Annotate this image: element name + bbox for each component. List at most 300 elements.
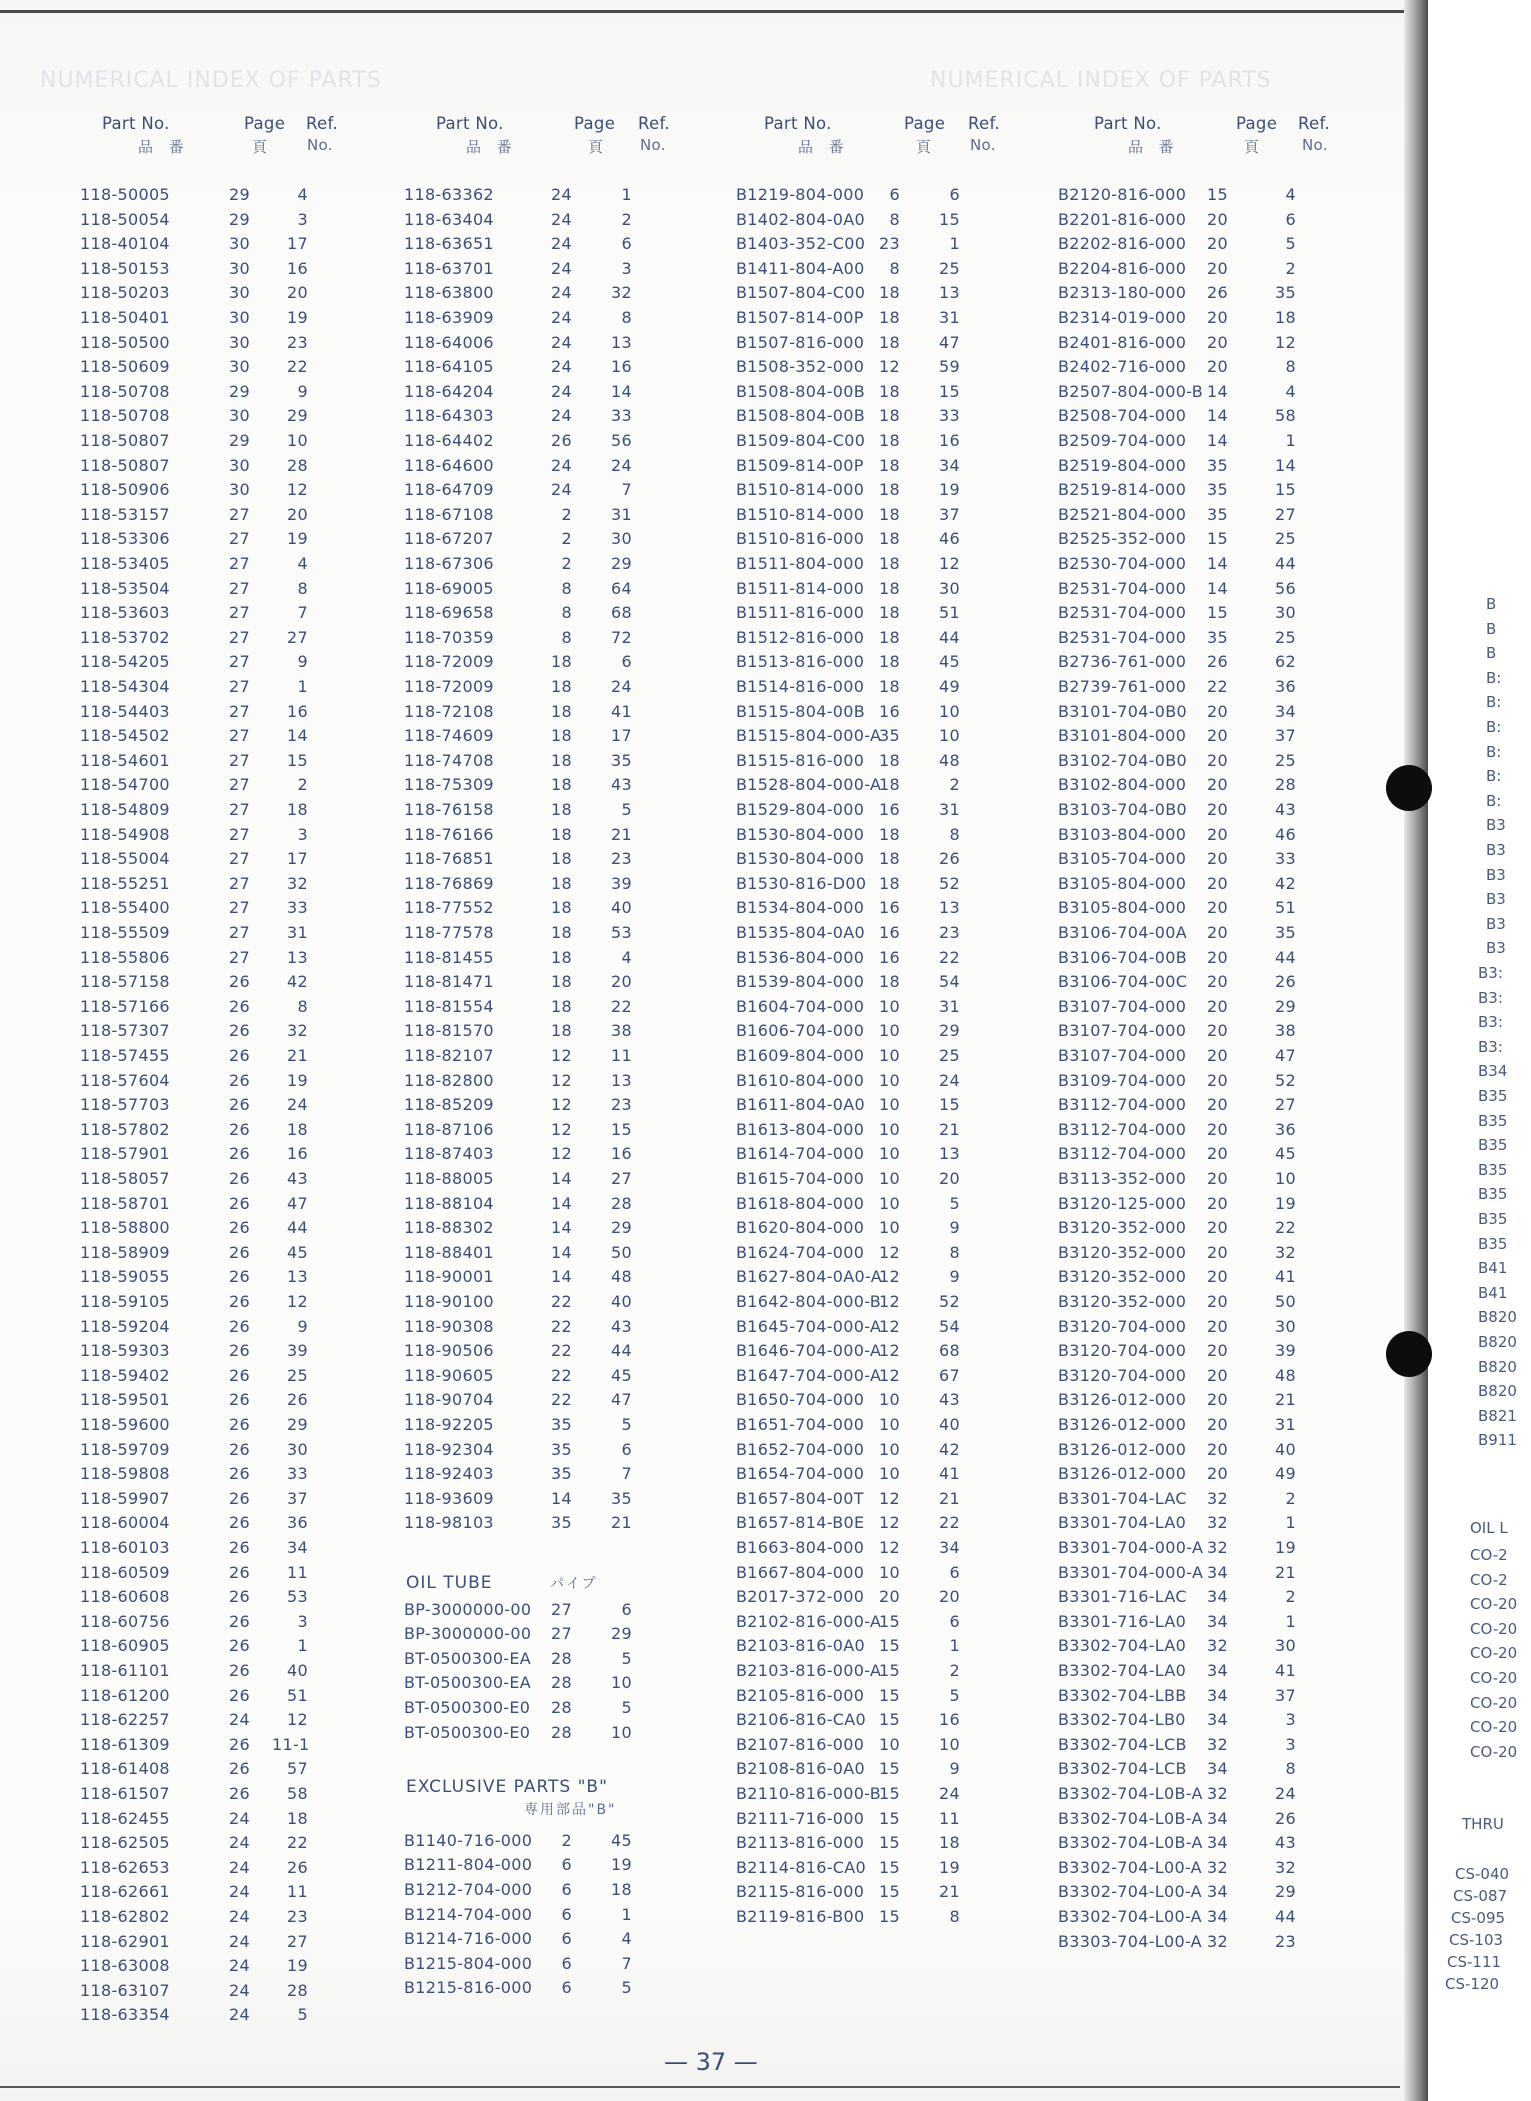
page-ref: 26: [229, 1218, 250, 1238]
ref-number: 23: [287, 332, 308, 352]
ref-number: 41: [611, 701, 632, 721]
ref-number: 13: [611, 332, 632, 352]
spill-item: CS-095: [1451, 1909, 1506, 1927]
part-number: B3106-704-00A: [1058, 923, 1187, 942]
page-ref: 20: [1207, 726, 1228, 746]
ref-number: 34: [939, 455, 960, 475]
page-ref: 18: [551, 677, 572, 696]
ref-number: 9: [297, 1316, 308, 1336]
part-number: B1657-804-00T: [736, 1488, 864, 1508]
ref-number: 15: [939, 381, 960, 401]
index-row: [1048, 896, 1348, 921]
ref-number: 35: [1275, 283, 1296, 303]
page-number: — 37 —: [664, 2048, 758, 2076]
part-number: B3126-012-000: [1058, 1390, 1187, 1410]
page-ref: 26: [229, 1144, 250, 1164]
ref-number: 18: [611, 1879, 632, 1899]
page-ref: 10: [879, 1095, 900, 1115]
spill-item: B3: [1486, 914, 1506, 933]
ref-number: 30: [611, 529, 632, 549]
ref-number: 30: [1275, 1316, 1296, 1336]
page-ref: 27: [229, 775, 250, 795]
ref-number: 53: [287, 1587, 308, 1607]
page-ref: 28: [551, 1697, 572, 1717]
part-number: B3302-704-LCB: [1058, 1759, 1187, 1779]
part-number: 118-67306: [404, 554, 494, 573]
index-row: [388, 1142, 688, 1167]
ref-number: 7: [297, 603, 308, 623]
ref-number: 40: [611, 898, 632, 918]
index-row: [1048, 527, 1348, 552]
index-row: [388, 1696, 688, 1721]
ref-number: 32: [1275, 1242, 1296, 1262]
part-number: B1512-816-000: [736, 627, 865, 647]
index-row: [388, 1671, 688, 1696]
page-ref: 27: [229, 504, 250, 524]
page-ref: 20: [1207, 1021, 1228, 1041]
part-number: B1604-704-000: [736, 996, 865, 1016]
part-number: B3303-704-L00-A: [1058, 1931, 1202, 1951]
index-row: [1048, 1069, 1348, 1094]
index-row: [60, 1290, 360, 1315]
ref-number: 49: [939, 677, 960, 696]
index-row: [60, 946, 360, 971]
page-ref: 20: [1207, 209, 1228, 229]
part-number: B3126-012-000: [1058, 1439, 1187, 1459]
index-row: [1048, 847, 1348, 872]
part-number: B3107-704-000: [1058, 1046, 1187, 1065]
index-row: [388, 429, 688, 454]
index-row: [1048, 429, 1348, 454]
page-ref: 30: [229, 480, 250, 500]
page-ref: 14: [551, 1218, 572, 1238]
ref-number: 20: [287, 504, 308, 524]
index-row: [1048, 1388, 1348, 1413]
part-number: 118-50708: [80, 381, 170, 401]
ref-number: 7: [621, 1464, 632, 1484]
part-number: B3126-012-000: [1058, 1464, 1187, 1484]
part-number: 118-59501: [80, 1390, 170, 1410]
part-number: 118-59402: [80, 1365, 170, 1385]
part-number: B1530-804-000: [736, 824, 865, 844]
page-ref: 18: [879, 603, 900, 623]
ref-number: 10: [611, 1673, 632, 1693]
page-ref: 18: [551, 824, 572, 844]
ref-number: 39: [611, 873, 632, 893]
spill-item: B820: [1478, 1333, 1517, 1351]
part-number: B1511-816-000: [736, 603, 865, 623]
index-row: [718, 946, 1018, 971]
page-ref: 22: [551, 1390, 572, 1410]
page-ref: 18: [879, 504, 900, 524]
page-ref: 18: [551, 1021, 572, 1041]
ref-number: 2: [297, 775, 308, 795]
index-row: [60, 1019, 360, 1044]
ref-number: 27: [1275, 504, 1296, 524]
ref-number: 33: [939, 406, 960, 426]
index-row: [388, 1339, 688, 1364]
part-number: B2313-180-000: [1058, 283, 1187, 303]
index-row: [60, 1265, 360, 1290]
index-row: [718, 404, 1018, 429]
spill-thru-label: THRU: [1462, 1815, 1504, 1833]
page-ref: 20: [1207, 1169, 1228, 1188]
spill-item: B41: [1478, 1283, 1508, 1302]
part-number: 118-90100: [404, 1292, 494, 1311]
part-number: 118-50401: [80, 308, 170, 327]
index-row: [60, 355, 360, 380]
page-ref: 20: [1207, 1218, 1228, 1238]
part-number: 118-72009: [404, 677, 494, 696]
page-ref: 15: [879, 1685, 900, 1705]
index-row: [718, 1438, 1018, 1463]
part-number: 118-60103: [80, 1538, 170, 1557]
index-row: [388, 896, 688, 921]
ref-number: 22: [939, 947, 960, 967]
index-row: [1048, 1167, 1348, 1192]
part-number: B3103-804-000: [1058, 824, 1187, 844]
ref-number: 5: [621, 1415, 632, 1434]
spill-item: CS-087: [1453, 1887, 1508, 1905]
index-row: [1048, 183, 1348, 208]
page-ref: 27: [229, 652, 250, 672]
part-number: B1215-804-000: [404, 1953, 533, 1973]
index-row: [718, 1511, 1018, 1536]
part-number: B1511-814-000: [736, 578, 865, 598]
ref-number: 6: [1285, 209, 1296, 229]
part-number: B3120-352-000: [1058, 1292, 1187, 1311]
part-number: 118-55509: [80, 923, 170, 942]
ref-number: 37: [1275, 1685, 1296, 1705]
page-ref: 30: [229, 283, 250, 303]
ref-number: 3: [297, 209, 308, 229]
ref-number: 26: [287, 1390, 308, 1410]
index-row: [60, 2003, 360, 2028]
part-number: 118-87403: [404, 1144, 494, 1164]
index-row: [388, 1118, 688, 1143]
index-row: [60, 823, 360, 848]
ref-number: 11-1: [272, 1734, 310, 1754]
page-ref: 10: [879, 1218, 900, 1238]
ref-number: 16: [287, 258, 308, 278]
index-row: [60, 527, 360, 552]
ref-number: 3: [621, 258, 632, 278]
index-row: [718, 183, 1018, 208]
index-row: [718, 1487, 1018, 1512]
page-ref: 14: [1207, 554, 1228, 573]
index-row: [1048, 1142, 1348, 1167]
page-ref: 24: [229, 1857, 250, 1877]
part-number: BT-0500300-EA: [404, 1673, 532, 1693]
header-bleed-left: NUMERICAL INDEX OF PARTS: [40, 68, 382, 93]
ref-number: 8: [1285, 357, 1296, 377]
ref-number: 16: [287, 701, 308, 721]
page-ref: 8: [889, 258, 900, 278]
ref-number: 21: [939, 1488, 960, 1508]
part-number: B3103-704-0B0: [1058, 800, 1188, 819]
index-row: [718, 527, 1018, 552]
spill-item: B3: [1486, 816, 1506, 835]
ref-number: 64: [611, 578, 632, 598]
part-number: 118-61101: [80, 1661, 170, 1680]
part-number: B1211-804-000: [404, 1855, 533, 1875]
header-ref: Ref.: [968, 114, 1000, 133]
page-ref: 24: [551, 308, 572, 327]
page-ref: 18: [879, 554, 900, 573]
part-number: B3120-352-000: [1058, 1218, 1187, 1238]
part-number: 118-74609: [404, 726, 494, 746]
index-row: [718, 921, 1018, 946]
spill-item: B821: [1478, 1406, 1517, 1425]
part-number: B2519-804-000: [1058, 455, 1187, 475]
ref-number: 31: [939, 800, 960, 819]
page-ref: 18: [879, 873, 900, 893]
page-ref: 20: [879, 1587, 900, 1607]
ref-number: 45: [611, 1365, 632, 1385]
index-row: [1048, 1733, 1348, 1758]
page-ref: 16: [879, 923, 900, 942]
index-row: [388, 183, 688, 208]
page-ref: 14: [551, 1169, 572, 1188]
spill-item: CO-2: [1470, 1570, 1508, 1589]
page-ref: 24: [229, 1710, 250, 1730]
ref-number: 28: [287, 1980, 308, 2000]
ref-number: 45: [611, 1830, 632, 1850]
ref-number: 27: [287, 1931, 308, 1951]
index-row: [718, 1290, 1018, 1315]
ref-number: 34: [287, 1538, 308, 1557]
part-number: 118-62505: [80, 1833, 170, 1853]
spill-oil-label: OIL L: [1470, 1519, 1508, 1537]
part-number: B3302-704-LCB: [1058, 1734, 1187, 1754]
page-ref: 27: [229, 800, 250, 819]
index-row: [718, 306, 1018, 331]
ref-number: 12: [287, 1292, 308, 1311]
ref-number: 46: [939, 529, 960, 549]
page-ref: 10: [879, 1119, 900, 1139]
part-number: 118-54205: [80, 652, 170, 672]
ref-number: 19: [939, 480, 960, 500]
page-ref: 34: [1207, 1808, 1228, 1828]
part-number: B1610-804-000: [736, 1070, 865, 1090]
index-row: [1048, 650, 1348, 675]
index-row: [388, 380, 688, 405]
page-ref: 2: [561, 554, 572, 573]
spill-item: B3: [1486, 865, 1506, 884]
index-row: [60, 1610, 360, 1635]
page-ref: 24: [551, 209, 572, 229]
spill-item: B3: [1486, 841, 1506, 859]
part-number: 118-62653: [80, 1857, 170, 1877]
ref-number: 2: [1285, 1488, 1296, 1508]
page-ref: 34: [1207, 1685, 1228, 1705]
section-title-jp: パイプ: [550, 1575, 598, 1592]
page-ref: 18: [879, 849, 900, 869]
index-row: [718, 1315, 1018, 1340]
part-number: B1507-816-000: [736, 332, 865, 352]
page-ref: 26: [229, 1439, 250, 1459]
part-number: 118-62257: [80, 1710, 170, 1730]
page-ref: 32: [1207, 1931, 1228, 1951]
part-number: 118-64402: [404, 431, 494, 450]
part-number: B3302-704-L0B-A: [1058, 1833, 1203, 1853]
part-number: B2113-816-000: [736, 1833, 865, 1853]
part-number: 118-62901: [80, 1931, 170, 1951]
index-row: [60, 1831, 360, 1856]
ref-number: 44: [939, 627, 960, 647]
part-number: 118-62661: [80, 1882, 170, 1902]
index-row: [718, 773, 1018, 798]
index-row: [60, 478, 360, 503]
page-ref: 6: [561, 1929, 572, 1949]
ref-number: 21: [1275, 1390, 1296, 1410]
ref-number: 35: [611, 1488, 632, 1508]
part-number: 118-59709: [80, 1439, 170, 1459]
index-row: [60, 1364, 360, 1389]
part-number: B1651-704-000: [736, 1415, 865, 1434]
ref-number: 10: [1275, 1169, 1296, 1188]
part-number: 118-63107: [80, 1980, 170, 2000]
part-number: B3101-804-000: [1058, 726, 1187, 746]
ref-number: 22: [939, 1513, 960, 1533]
spill-item: CO-20: [1470, 1718, 1518, 1737]
spill-item: CO-20: [1470, 1669, 1518, 1687]
part-number: B3112-704-000: [1058, 1119, 1187, 1139]
part-number: B2204-816-000: [1058, 258, 1187, 278]
ref-number: 42: [1275, 873, 1296, 893]
part-number: B3105-804-000: [1058, 898, 1187, 918]
page-ref: 26: [229, 1169, 250, 1188]
ref-number: 21: [939, 1882, 960, 1902]
page-ref: 35: [1207, 627, 1228, 647]
page-ref: 20: [1207, 357, 1228, 377]
page-ref: 2: [561, 504, 572, 524]
part-number: B3120-704-000: [1058, 1365, 1187, 1385]
bottom-rule: [0, 2086, 1400, 2088]
ref-number: 26: [1275, 972, 1296, 992]
part-number: B1615-704-000: [736, 1169, 865, 1188]
ref-number: 53: [611, 923, 632, 942]
ref-number: 12: [287, 480, 308, 500]
page-ref: 18: [879, 332, 900, 352]
part-number: 118-53504: [80, 578, 170, 598]
ref-number: 33: [287, 1464, 308, 1484]
part-number: 118-90506: [404, 1341, 494, 1361]
ref-number: 45: [1275, 1144, 1296, 1164]
part-number: B1219-804-000: [736, 185, 865, 204]
ref-number: 50: [1275, 1292, 1296, 1311]
ref-number: 72: [611, 627, 632, 647]
ref-number: 51: [1275, 898, 1296, 918]
page-ref: 12: [879, 357, 900, 377]
part-number: B3302-704-L00-A: [1058, 1907, 1202, 1926]
part-number: 118-54700: [80, 775, 170, 795]
part-number: B1624-704-000: [736, 1242, 865, 1262]
index-row: [1048, 380, 1348, 405]
part-number: B2509-704-000: [1058, 431, 1187, 450]
index-row: [60, 675, 360, 700]
index-row: [718, 1388, 1018, 1413]
page-ref: 29: [229, 381, 250, 401]
header-ref-no: No.: [970, 136, 996, 154]
part-number: 118-54403: [80, 701, 170, 721]
index-row: [60, 208, 360, 233]
page-ref: 29: [229, 431, 250, 450]
ref-number: 19: [287, 529, 308, 549]
index-row: [718, 1585, 1018, 1610]
index-row: [60, 1585, 360, 1610]
page-ref: 30: [229, 308, 250, 327]
index-row: [718, 1610, 1018, 1635]
part-number: 118-61309: [80, 1734, 170, 1754]
spill-item: B:: [1486, 693, 1502, 712]
page-ref: 15: [879, 1784, 900, 1803]
ref-number: 37: [1275, 726, 1296, 746]
page-ref: 26: [229, 972, 250, 992]
ref-number: 23: [939, 923, 960, 942]
page-ref: 20: [1207, 1464, 1228, 1484]
page-ref: 12: [551, 1144, 572, 1164]
index-row: [60, 650, 360, 675]
page-ref: 20: [1207, 1365, 1228, 1385]
part-number: 118-57604: [80, 1070, 170, 1090]
index-row: [60, 1044, 360, 1069]
spill-item: B41: [1478, 1259, 1508, 1278]
part-number: B2103-816-0A0: [736, 1636, 865, 1656]
index-row: [1048, 1487, 1348, 1512]
index-row: [60, 1634, 360, 1659]
ref-number: 33: [1275, 849, 1296, 869]
page-ref: 20: [1207, 800, 1228, 819]
page-ref: 10: [879, 1390, 900, 1410]
page-ref: 16: [879, 898, 900, 918]
page-ref: 35: [1207, 455, 1228, 475]
ref-number: 19: [287, 1956, 308, 1976]
header-bleed-right: NUMERICAL INDEX OF PARTS: [930, 68, 1272, 93]
spill-item: B3: [1486, 890, 1506, 909]
part-number: 118-60004: [80, 1513, 170, 1533]
part-number: 118-55004: [80, 849, 170, 869]
page-ref: 12: [551, 1119, 572, 1139]
page-ref: 32: [1207, 1734, 1228, 1754]
page-ref: 15: [879, 1833, 900, 1853]
page-ref: 34: [1207, 1587, 1228, 1607]
ref-number: 48: [1275, 1365, 1296, 1385]
part-number: B2202-816-000: [1058, 234, 1187, 254]
page-ref: 18: [879, 431, 900, 450]
ref-number: 38: [1275, 1021, 1296, 1041]
ref-number: 3: [1285, 1734, 1296, 1754]
spill-item: B:: [1486, 791, 1502, 810]
ref-number: 59: [939, 357, 960, 377]
page-ref: 15: [879, 1661, 900, 1680]
index-row: [718, 1339, 1018, 1364]
index-row: [60, 1388, 360, 1413]
ref-number: 16: [939, 431, 960, 450]
page-ref: 22: [551, 1341, 572, 1361]
header-ref-no: No.: [640, 136, 666, 154]
part-number: 118-72009: [404, 652, 494, 672]
ref-number: 41: [1275, 1661, 1296, 1680]
ref-number: 11: [611, 1046, 632, 1065]
index-row: [718, 872, 1018, 897]
part-number: B3302-704-L00-A: [1058, 1857, 1202, 1877]
page-ref: 18: [879, 972, 900, 992]
index-row: [1048, 454, 1348, 479]
ref-number: 43: [939, 1390, 960, 1410]
ref-number: 20: [939, 1587, 960, 1607]
ref-number: 9: [949, 1218, 960, 1238]
